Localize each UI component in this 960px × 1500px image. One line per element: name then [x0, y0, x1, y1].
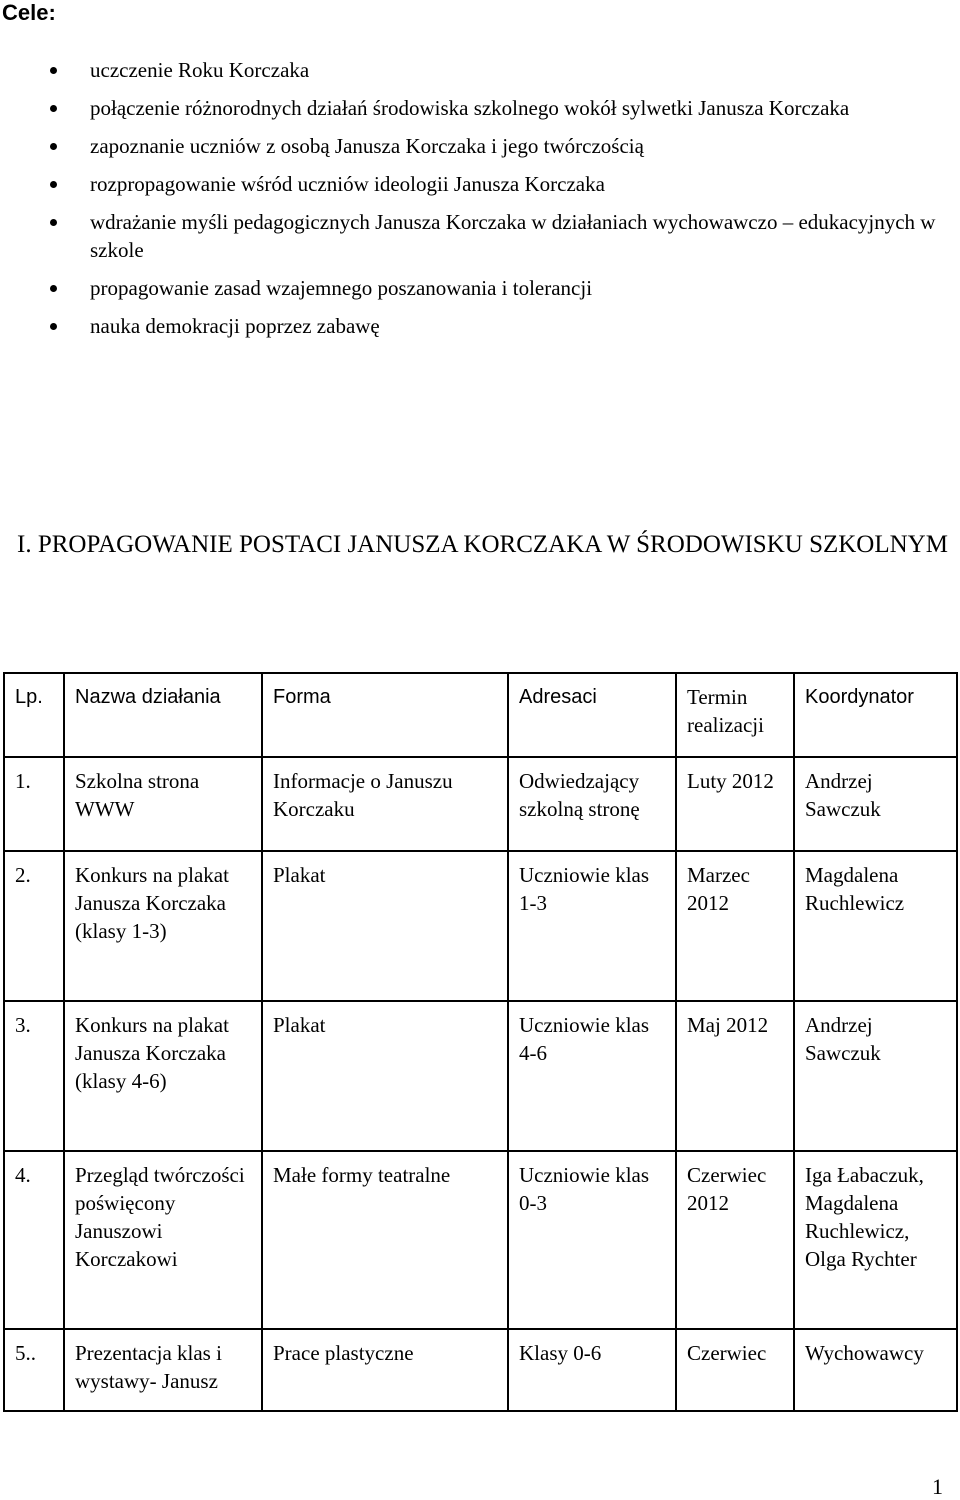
goal-item: [0, 132, 960, 160]
table-cell: Szkolna strona WWW: [64, 757, 262, 851]
table-cell: Wychowawcy: [794, 1329, 957, 1411]
header-cell: Termin realizacji: [676, 673, 794, 757]
table-cell: Magdalena Ruchlewicz: [794, 851, 957, 1001]
bullet-icon: [50, 143, 57, 150]
goal-item: [0, 312, 960, 340]
table-cell: Prezentacja klas i wystawy- Janusz: [64, 1329, 262, 1411]
table-row: [4, 1329, 957, 1411]
table-cell: 5..: [4, 1329, 64, 1411]
table-cell: Małe formy teatralne: [262, 1151, 508, 1329]
goals-heading: Cele:: [2, 0, 56, 25]
goal-text: zapoznanie uczniów z osobą Janusza Korczaka i jego twórczością: [90, 134, 644, 158]
table-cell: Iga Łabaczuk, Magdalena Ruchlewicz, Olga Rychter: [794, 1151, 957, 1329]
table-cell: Czerwiec: [676, 1329, 794, 1411]
header-cell: Nazwa działania: [64, 673, 262, 757]
table-cell: Czerwiec 2012: [676, 1151, 794, 1329]
table-cell: Przegląd twórczości poświęcony Januszowi Korczakowi: [64, 1151, 262, 1329]
goal-text: rozpropagowanie wśród uczniów ideologii Janusza Korczaka: [90, 172, 605, 196]
table-cell: Konkurs na plakat Janusza Korczaka (klasy 1-3): [64, 851, 262, 1001]
table-cell: 2.: [4, 851, 64, 1001]
bullet-icon: [50, 285, 57, 292]
table-cell: Klasy 0-6: [508, 1329, 676, 1411]
goal-text: uczczenie Roku Korczaka: [90, 58, 310, 82]
table-cell: Uczniowie klas 0-3: [508, 1151, 676, 1329]
table-row: [4, 1001, 957, 1151]
bullet-icon: [50, 181, 57, 188]
goal-text: propagowanie zasad wzajemnego poszanowania i tolerancji: [90, 276, 593, 300]
table-cell: Uczniowie klas 4-6: [508, 1001, 676, 1151]
section-title: I. PROPAGOWANIE POSTACI JANUSZA KORCZAKA W ŚRODOWISKU SZKOLNYM: [17, 531, 948, 558]
table-cell: Luty 2012: [676, 757, 794, 851]
table-cell: Informacje o Januszu Korczaku: [262, 757, 508, 851]
bullet-icon: [50, 323, 57, 330]
header-cell: Forma: [262, 673, 508, 757]
goal-text: nauka demokracji poprzez zabawę: [90, 314, 380, 338]
table-cell: Konkurs na plakat Janusza Korczaka (klasy 4-6): [64, 1001, 262, 1151]
table-cell: 3.: [4, 1001, 64, 1151]
goal-item: [0, 56, 960, 84]
goal-item: [0, 274, 960, 302]
table-row: [4, 757, 957, 851]
goal-item: [0, 94, 960, 122]
table-cell: Maj 2012: [676, 1001, 794, 1151]
bullet-icon: [50, 219, 57, 226]
table-header-row: [4, 673, 957, 757]
table-cell: 4.: [4, 1151, 64, 1329]
table-cell: Andrzej Sawczuk: [794, 1001, 957, 1151]
header-cell: Lp.: [4, 673, 64, 757]
bullet-icon: [50, 67, 57, 74]
table-cell: 1.: [4, 757, 64, 851]
table-cell: Prace plastyczne: [262, 1329, 508, 1411]
table-cell: Plakat: [262, 851, 508, 1001]
goal-text: połączenie różnorodnych działań środowiska szkolnego wokół sylwetki Janusza Korczaka: [90, 96, 850, 120]
table-row: [4, 1151, 957, 1329]
goal-item: [0, 208, 960, 264]
header-cell: Adresaci: [508, 673, 676, 757]
table-cell: Plakat: [262, 1001, 508, 1151]
bullet-icon: [50, 105, 57, 112]
page-number: 1: [932, 1474, 943, 1499]
table-cell: Uczniowie klas 1-3: [508, 851, 676, 1001]
goal-text: wdrażanie myśli pedagogicznych Janusza Korczaka w działaniach wychowawczo – edukacyjnych w szkole: [90, 210, 936, 262]
table-cell: Andrzej Sawczuk: [794, 757, 957, 851]
goals-list: [0, 56, 960, 350]
table-row: [4, 851, 957, 1001]
table-cell: Marzec 2012: [676, 851, 794, 1001]
header-cell: Koordynator: [794, 673, 957, 757]
goal-item: [0, 170, 960, 198]
actions-table: [3, 672, 958, 1412]
table-cell: Odwiedzający szkolną stronę: [508, 757, 676, 851]
